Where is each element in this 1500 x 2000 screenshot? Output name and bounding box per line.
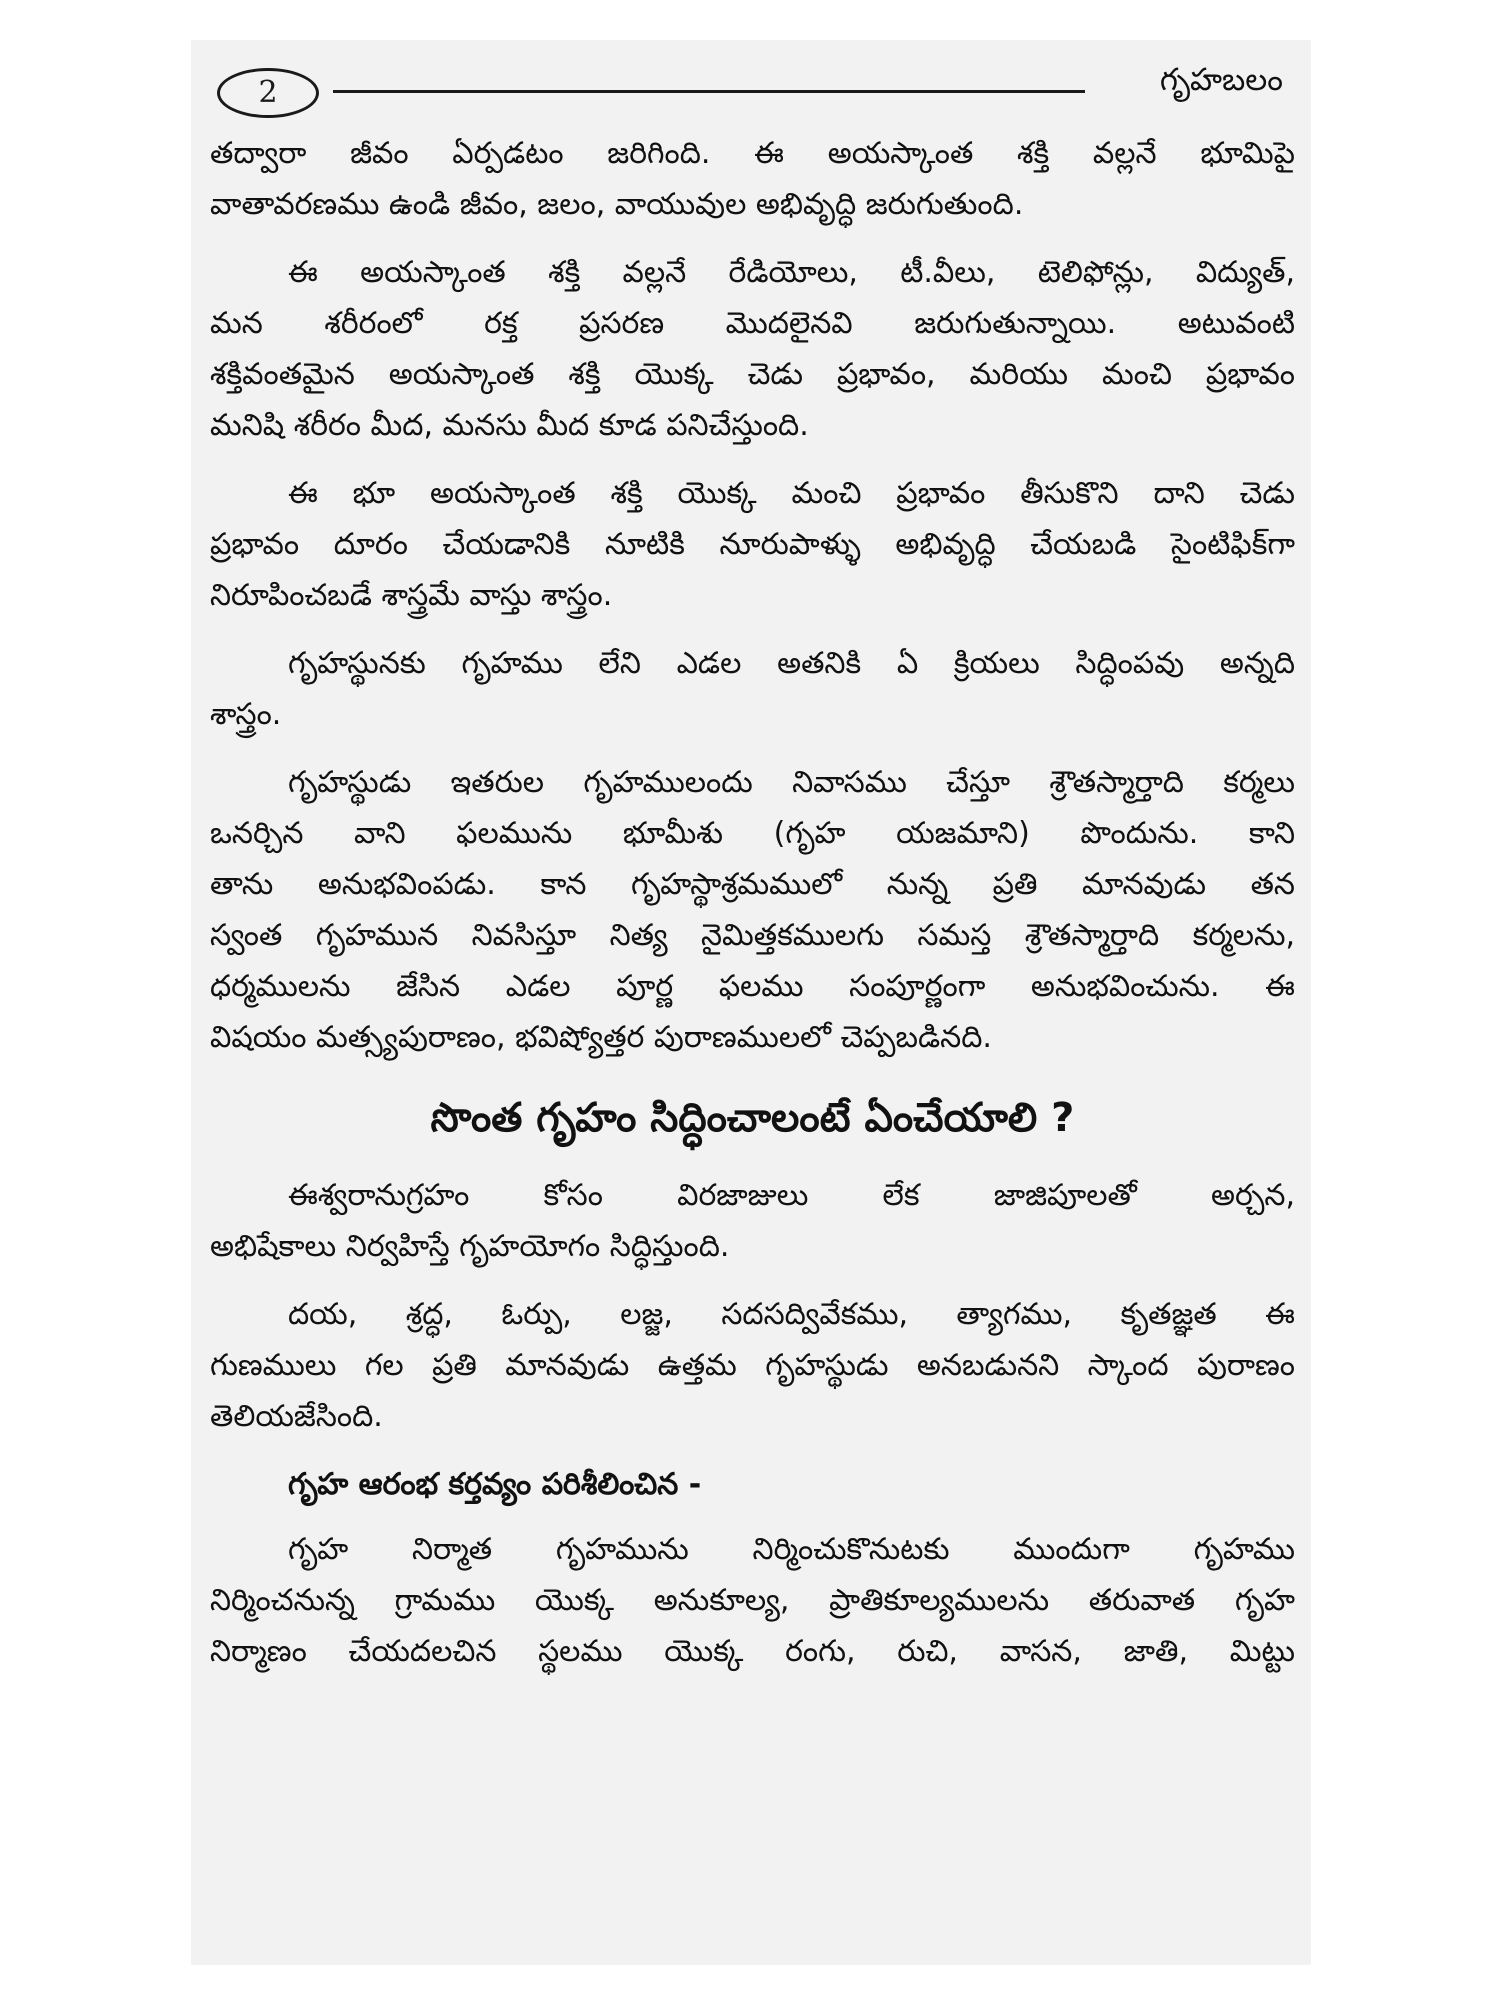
page-number: 2 <box>217 68 319 118</box>
header-rule <box>333 90 1085 93</box>
page-body <box>210 128 1295 1694</box>
text-line: ఒనర్చిన వాని ఫలమును భూమీశు (గృహ యజమాని) పొందును. కాని <box>210 816 1295 851</box>
text-line: శక్తివంతమైన అయస్కాంత శక్తి యొక్క చెడు ప్రభావం, మరియు మంచి ప్రభావం <box>210 357 1295 392</box>
text-line: మన శరీరంలో రక్త ప్రసరణ మొదలైనవి జరుగుతున్నాయి. అటువంటి <box>210 306 1295 341</box>
text-line: గృహస్థుడు ఇతరుల గృహములందు నివాసము చేస్తూ శ్రౌతస్మార్తాది కర్మలు <box>288 765 1295 800</box>
page-header <box>205 58 1295 118</box>
book-title: గృహబలం <box>1159 62 1283 98</box>
text-line: తద్వారా జీవం ఏర్పడటం జరిగింది. ఈ అయస్కాంత శక్తి వల్లనే భూమిపై <box>210 136 1295 171</box>
text-line: నిర్మించనున్న గ్రామము యొక్క అనుకూల్య, ప్రాతికూల్యములను తరువాత గృహ <box>210 1583 1295 1618</box>
paragraph-1 <box>210 128 1295 230</box>
text-line: నిరూపించబడే శాస్త్రమే వాస్తు శాస్త్రం. <box>210 578 613 613</box>
text-line: శాస్త్రం. <box>210 697 282 732</box>
text-line: ఈశ్వరానుగ్రహం కోసం విరజాజులు లేక జాజిపూలతో అర్చన, <box>288 1178 1295 1213</box>
text-line: ప్రభావం దూరం చేయడానికి నూటికి నూరుపాళ్ళు అభివృద్ధి చేయబడి సైంటిఫిక్‌గా <box>210 527 1295 562</box>
text-line: దయ, శ్రద్ధ, ఓర్పు, లజ్జ, సదసద్వివేకము, త్యాగము, కృతజ్ఞత ఈ <box>288 1297 1295 1332</box>
subsection-heading: గృహ ఆరంభ కర్తవ్యం పరిశీలించిన - <box>288 1467 702 1502</box>
text-line: వాతావరణము ఉండి జీవం, జలం, వాయువుల అభివృద్ధి జరుగుతుంది. <box>210 187 1024 222</box>
text-line: గృహ నిర్మాత గృహమును నిర్మించుకొనుటకు ముందుగా గృహము <box>288 1532 1295 1567</box>
paragraph-4 <box>210 638 1295 740</box>
paragraph-2 <box>210 247 1295 451</box>
text-line: నిర్మాణం చేయదలచిన స్థలము యొక్క రంగు, రుచి, వాసన, జాతి, మిట్టు <box>210 1634 1295 1669</box>
paragraph-6 <box>210 1170 1295 1272</box>
text-line: తెలియజేసింది. <box>210 1399 383 1434</box>
text-line: గుణములు గల ప్రతి మానవుడు ఉత్తమ గృహస్థుడు అనబడునని స్కాంద పురాణం <box>210 1348 1295 1383</box>
paragraph-7 <box>210 1289 1295 1442</box>
text-line: గృహస్థునకు గృహము లేని ఎడల అతనికి ఏ క్రియలు సిద్ధింపవు అన్నది <box>288 646 1295 681</box>
paragraph-3 <box>210 468 1295 621</box>
text-line: తాను అనుభవింపడు. కాన గృహస్థాశ్రమములో నున్న ప్రతి మానవుడు తన <box>210 867 1295 902</box>
text-line: ఈ అయస్కాంత శక్తి వల్లనే రేడియోలు, టీ.వీలు, టెలిఫోన్లు, విద్యుత్, <box>288 255 1295 290</box>
section-heading: సొంత గృహం సిద్ధించాలంటే ఏంచేయాలి ? <box>430 1095 1075 1141</box>
text-line: విషయం మత్స్యపురాణం, భవిష్యోత్తర పురాణములలో చెప్పబడినది. <box>210 1020 992 1055</box>
paragraph-5 <box>210 757 1295 1063</box>
text-line: అభిషేకాలు నిర్వహిస్తే గృహయోగం సిద్ధిస్తుంది. <box>210 1229 730 1264</box>
text-line: ధర్మములను జేసిన ఎడల పూర్ణ ఫలము సంపూర్ణంగా అనుభవించును. ఈ <box>210 969 1295 1004</box>
text-line: మనిషి శరీరం మీద, మనసు మీద కూడ పనిచేస్తుంది. <box>210 408 809 443</box>
text-line: స్వంత గృహమున నివసిస్తూ నిత్య నైమిత్తకములగు సమస్త శ్రౌతస్మార్తాది కర్మలను, <box>210 918 1295 953</box>
text-line: ఈ భూ అయస్కాంత శక్తి యొక్క మంచి ప్రభావం తీసుకొని దాని చెడు <box>288 476 1295 511</box>
paragraph-8 <box>210 1524 1295 1677</box>
